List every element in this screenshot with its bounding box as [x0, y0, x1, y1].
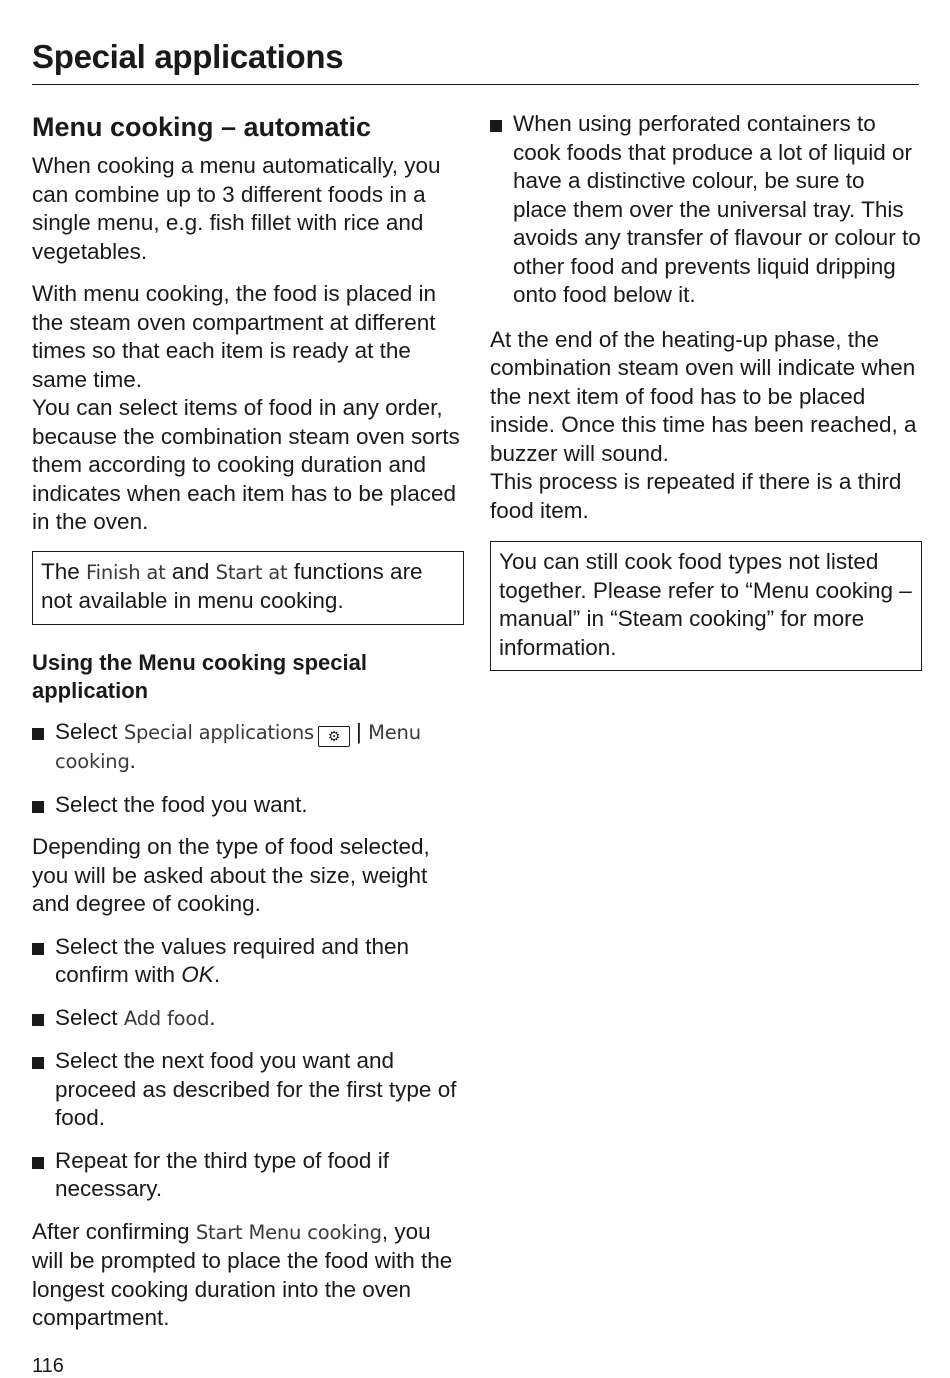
- note-box-functions: [32, 551, 464, 625]
- note-text: and: [171, 558, 210, 584]
- page-number: 116: [32, 1355, 64, 1377]
- settings-gear-icon: ⚙: [318, 726, 350, 747]
- note-text: The: [41, 558, 80, 584]
- note-box-manual: You can still cook food types not listed together. Please refer to “Menu cooking – manual” in “Steam cooking” for more information.: [490, 541, 922, 671]
- list-item: [490, 110, 922, 310]
- left-column: [32, 110, 464, 1347]
- bullet-text: When using perforated containers to cook foods that produce a lot of liquid or have a distinctive colour, be sure to place them over the universal tray. This avoids any transfer of flavour or colour to other food and prevents liquid dripping onto food below it.: [513, 111, 921, 307]
- period: .: [129, 748, 136, 773]
- ok-label: OK: [181, 962, 214, 987]
- bullet-square-icon: [32, 1014, 44, 1026]
- step-text: Select: [55, 718, 118, 744]
- order-paragraph: You can select items of food in any order, because the combination steam oven sorts them according to cooking duration and indicates when each item has to be placed in the oven.: [32, 395, 460, 534]
- bullet-square-icon: [32, 1157, 44, 1169]
- steps-list-2: [32, 933, 464, 1204]
- intro-paragraph: When cooking a menu automatically, you can combine up to 3 different foods in a single menu, e.g. fish fillet with rice and vegetables.: [32, 153, 441, 264]
- page-header: [32, 38, 919, 85]
- step-text: Select the next food you want and proceed as described for the first type of food.: [55, 1048, 457, 1130]
- add-food-label: Add food: [123, 1006, 210, 1030]
- bullet-square-icon: [490, 120, 502, 132]
- section-heading: Menu cooking – automatic: [32, 112, 372, 142]
- after-text: , you will be prompted to place the food with the longest cooking duration into the oven compartment.: [32, 1218, 453, 1330]
- depending-paragraph: Depending on the type of food selected, you will be asked about the size, weight and degree of cooking.: [32, 834, 430, 916]
- timing-paragraph: With menu cooking, the food is placed in the steam oven compartment at different times so that each item is ready at the same time.: [32, 281, 436, 392]
- step-item: [32, 933, 464, 990]
- steps-list-1: [32, 718, 464, 820]
- step-text: Select: [55, 1004, 118, 1030]
- bullet-square-icon: [32, 1057, 44, 1069]
- step-item: [32, 1047, 464, 1133]
- special-applications-label: Special applications: [123, 720, 314, 744]
- after-text: After confirming: [32, 1218, 190, 1244]
- period: .: [209, 1004, 216, 1030]
- step-text: Repeat for the third type of food if necessary.: [55, 1147, 389, 1201]
- subheading: Using the Menu cooking special application: [32, 649, 367, 703]
- period: .: [213, 962, 221, 987]
- bullet-square-icon: [32, 728, 44, 740]
- step-text: Select the food you want.: [55, 791, 308, 817]
- separator: |: [356, 718, 362, 744]
- step-item: [32, 1004, 464, 1034]
- step-text: Select the values required and then confirm with: [55, 933, 409, 987]
- step-item: [32, 791, 464, 820]
- bullet-square-icon: [32, 801, 44, 813]
- heating-paragraph: At the end of the heating-up phase, the combination steam oven will indicate when the next item of food has to be placed inside. Once this time has been reached, a buzzer will sound.: [490, 326, 917, 466]
- repeat-paragraph: This process is repeated if there is a third food item.: [490, 469, 902, 523]
- note-text: functions are not available in menu cooking.: [41, 558, 423, 613]
- step-item: [32, 718, 464, 777]
- page-title: Special applications: [32, 38, 344, 75]
- start-menu-cooking-label: Start Menu cooking: [195, 1220, 382, 1244]
- start-at-label: Start at: [215, 560, 288, 584]
- right-bullet-list: [490, 110, 922, 310]
- bullet-square-icon: [32, 943, 44, 955]
- after-paragraph: [32, 1218, 464, 1333]
- menu-cooking-label: Menu cooking: [55, 720, 421, 773]
- right-column: [490, 110, 922, 695]
- step-item: [32, 1147, 464, 1204]
- finish-at-label: Finish at: [86, 560, 166, 584]
